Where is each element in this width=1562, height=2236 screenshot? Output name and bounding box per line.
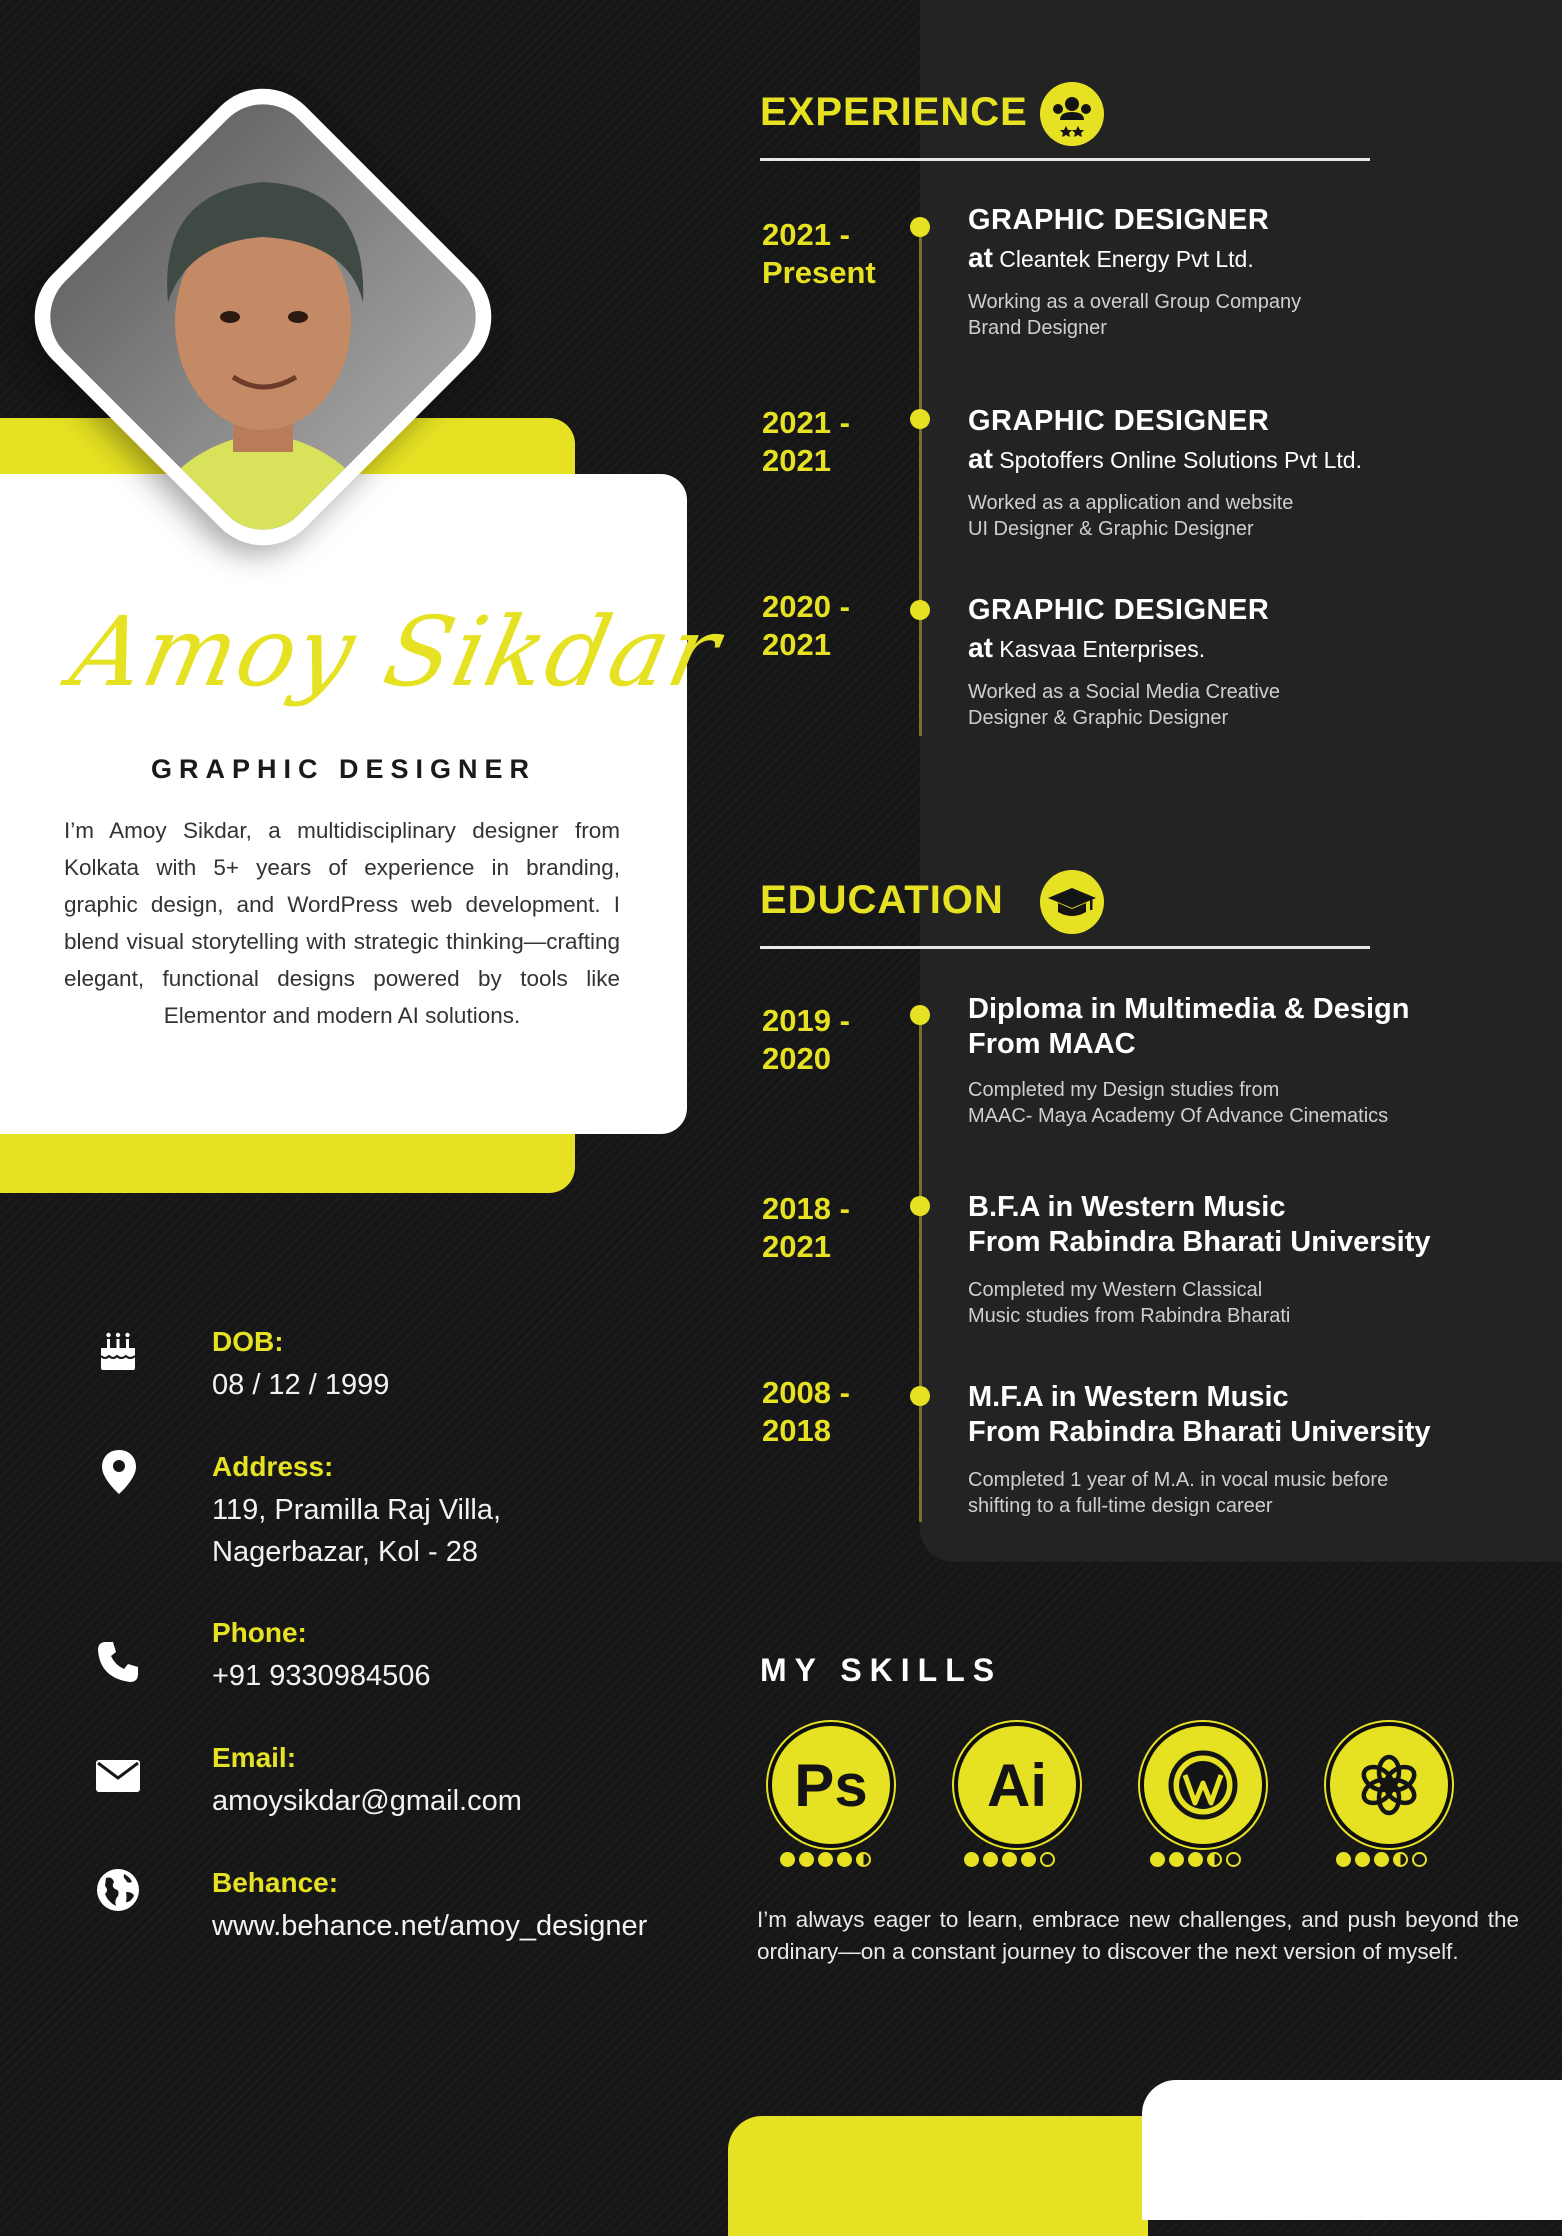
profile-card [0, 474, 731, 1134]
phone-icon [96, 1640, 140, 1688]
rating-dot [856, 1852, 871, 1867]
rating-dot [1150, 1852, 1165, 1867]
illustrator-icon: Ai [954, 1722, 1080, 1848]
edu-2-description: Completed my Western Classical Music studies from Rabindra Bharati [968, 1279, 1291, 1327]
address-label: Address: [212, 1451, 334, 1482]
rating-dot [1336, 1852, 1351, 1867]
openai-rating [1336, 1852, 1427, 1872]
phone-value[interactable]: +91 9330984506 [212, 1660, 431, 1692]
rating-dot [1169, 1852, 1184, 1867]
footer-accent-white [1142, 2080, 1562, 2220]
rating-dot [1021, 1852, 1036, 1867]
exp-3-title: GRAPHIC DESIGNER [968, 594, 1270, 626]
signature-name: Amoy Sikdar [62, 596, 731, 708]
education-title: EDUCATION [760, 878, 1004, 922]
phone-label: Phone: [212, 1617, 307, 1648]
timeline-dot [910, 600, 930, 620]
address-line-1: 119, Pramilla Raj Villa, [212, 1494, 502, 1526]
profile-role: GRAPHIC DESIGNER [150, 754, 537, 784]
education-divider [760, 946, 1370, 949]
edu-2-year: 2018 - 2021 [762, 1191, 850, 1264]
location-pin-icon [102, 1450, 136, 1498]
rating-dot [1207, 1852, 1222, 1867]
exp-1-description: Working as a overall Group Company Brand Designer [968, 291, 1302, 339]
skills-description: I’m always eager to learn, embrace new challenges, and push beyond the ordinary—on a constant journey to discover the next version of myself. [757, 1907, 1519, 1964]
birthday-cake-icon [96, 1330, 140, 1378]
rating-dot [1002, 1852, 1017, 1867]
rating-dot [818, 1852, 833, 1867]
edu-3-title: M.F.A in Western Music From Rabindra Bharati University [968, 1381, 1431, 1448]
team-award-icon [1040, 82, 1104, 146]
rating-dot [1040, 1852, 1055, 1867]
edu-2-title: B.F.A in Western Music From Rabindra Bharati University [968, 1191, 1431, 1258]
footer-accent-yellow [728, 2116, 1148, 2236]
dob-label: DOB: [212, 1326, 284, 1357]
exp-3-year: 2020 - 2021 [762, 589, 850, 662]
profile-bio: I’m Amoy Sikdar, a multidisciplinary designer from Kolkata with 5+ years of experience in branding, graphic design, and WordPress web development. I blend visual storytelling with strategic thinking—crafting elegant, functional designs powered by tools like Elementor and modern AI solutions. [64, 818, 620, 1028]
exp-2-description: Worked as a application and website UI Designer & Graphic Designer [968, 492, 1294, 540]
email-value[interactable]: amoysikdar@gmail.com [212, 1785, 522, 1817]
exp-3-company: at Kasvaa Enterprises. [968, 632, 1206, 663]
rating-dot [1226, 1852, 1241, 1867]
exp-2-company: at Spotoffers Online Solutions Pvt Ltd. [968, 443, 1362, 474]
address-line-2: Nagerbazar, Kol - 28 [212, 1536, 478, 1568]
globe-icon [96, 1868, 140, 1916]
wordpress-icon [1140, 1722, 1266, 1848]
edu-1-year: 2019 - 2020 [762, 1003, 850, 1076]
email-label: Email: [212, 1742, 297, 1773]
dob-value: 08 / 12 / 1999 [212, 1369, 390, 1401]
rating-dot [1374, 1852, 1389, 1867]
edu-1-title: Diploma in Multimedia & Design From MAAC [968, 993, 1410, 1060]
timeline-dot [910, 1196, 930, 1216]
experience-timeline [919, 224, 922, 736]
rating-dot [780, 1852, 795, 1867]
exp-3-description: Worked as a Social Media Creative Designer & Graphic Designer [968, 681, 1280, 729]
rating-dot [1188, 1852, 1203, 1867]
timeline-dot [910, 409, 930, 429]
education-timeline [919, 1012, 922, 1522]
photoshop-icon: Ps [768, 1722, 894, 1848]
rating-dot [837, 1852, 852, 1867]
exp-1-company: at Cleantek Energy Pvt Ltd. [968, 242, 1254, 273]
timeline-dot [910, 1386, 930, 1406]
experience-divider [760, 158, 1370, 161]
behance-link[interactable]: www.behance.net/amoy_designer [212, 1910, 648, 1942]
edu-3-year: 2008 - 2018 [762, 1375, 850, 1448]
wordpress-rating [1150, 1852, 1241, 1872]
email-icon [96, 1760, 140, 1796]
experience-title: EXPERIENCE [760, 90, 1028, 134]
rating-dot [1412, 1852, 1427, 1867]
photoshop-rating [780, 1852, 871, 1872]
behance-label: Behance: [212, 1867, 339, 1898]
timeline-dot [910, 1005, 930, 1025]
rating-dot [964, 1852, 979, 1867]
rating-dot [1355, 1852, 1370, 1867]
timeline-dot [910, 217, 930, 237]
edu-1-description: Completed my Design studies from MAAC- Maya Academy Of Advance Cinematics [968, 1079, 1389, 1127]
rating-dot [983, 1852, 998, 1867]
graduation-cap-icon [1040, 870, 1104, 934]
edu-3-description: Completed 1 year of M.A. in vocal music before shifting to a full-time design career [968, 1469, 1389, 1517]
illustrator-rating [964, 1852, 1055, 1872]
exp-1-title: GRAPHIC DESIGNER [968, 204, 1270, 236]
exp-2-year: 2021 - 2021 [762, 405, 850, 478]
openai-icon [1326, 1722, 1452, 1848]
skills-title: MY SKILLS [760, 1652, 1003, 1688]
rating-dot [799, 1852, 814, 1867]
rating-dot [1393, 1852, 1408, 1867]
exp-1-year: 2021 - Present [762, 217, 876, 290]
exp-2-title: GRAPHIC DESIGNER [968, 405, 1270, 437]
